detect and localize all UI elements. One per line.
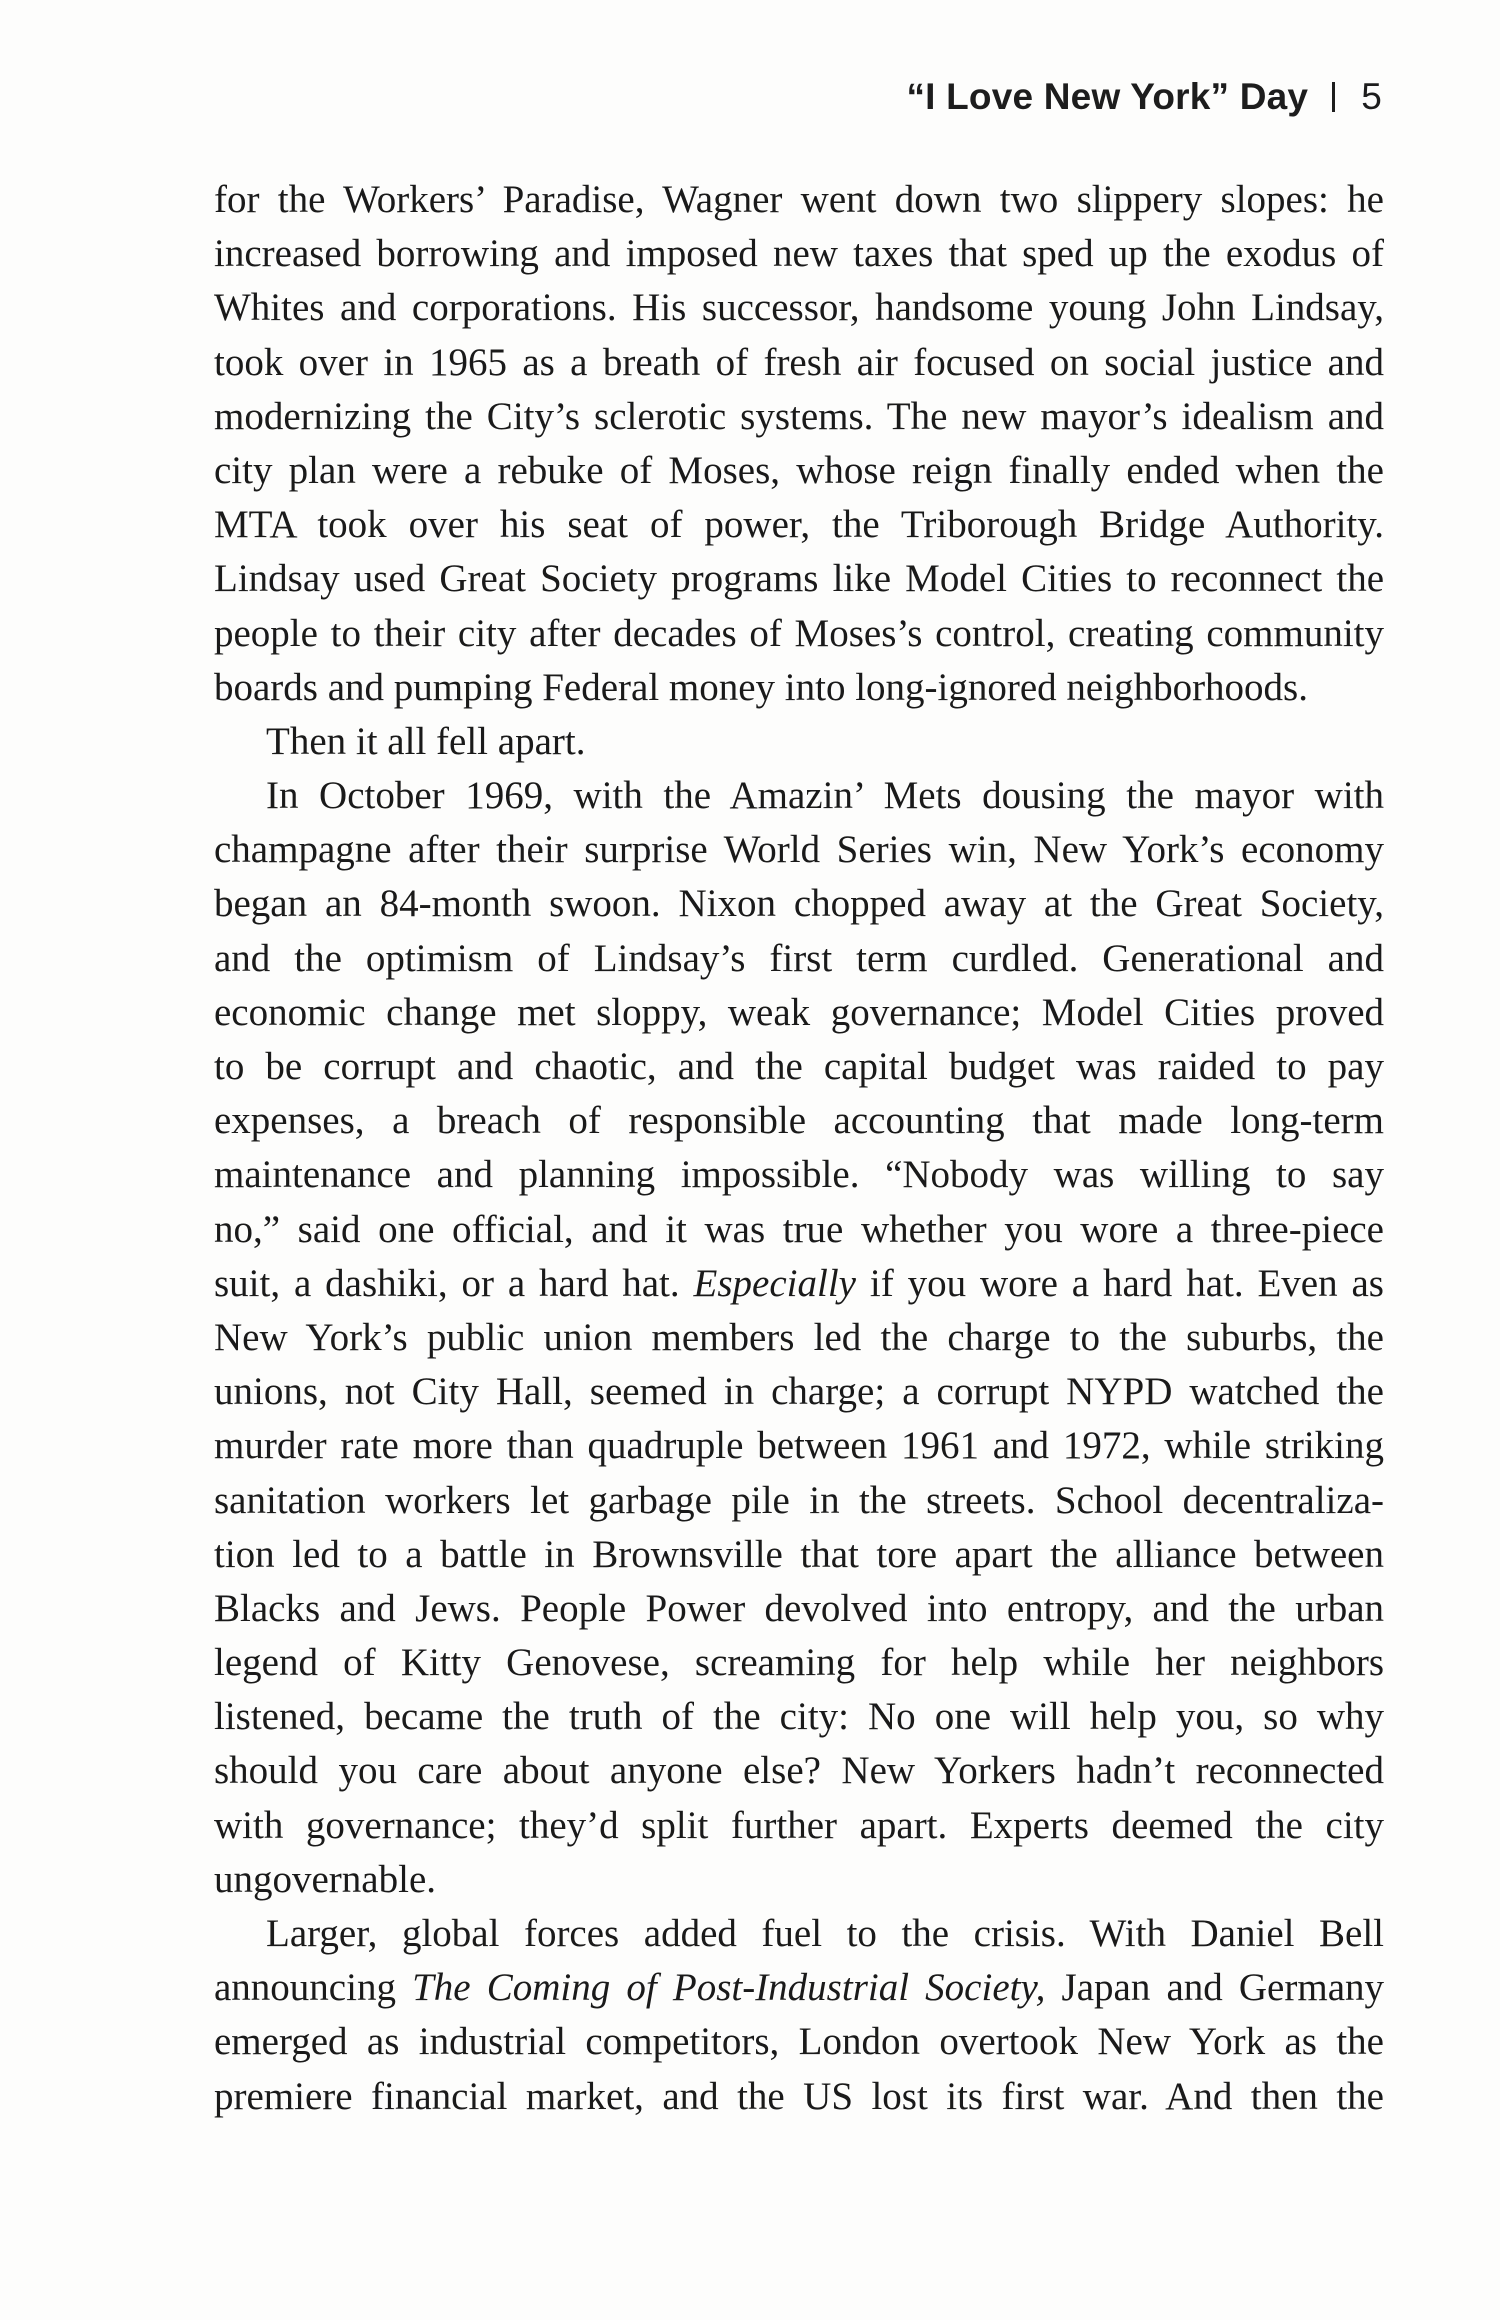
text-line-end: Japan and Germany xyxy=(1061,1966,1384,2010)
text-line: ungovernable. xyxy=(214,1857,437,1901)
text-line: MTA took over his seat of power, the Triborough Bridge Authority. xyxy=(214,503,1384,547)
running-header xyxy=(906,76,1382,118)
text-line-with-italic xyxy=(214,1257,1384,1311)
text-line-start: suit, a dashiki, or a hard hat. xyxy=(214,1261,680,1305)
text-line: legend of Kitty Genovese, screaming for help while her neighbors xyxy=(214,1641,1384,1685)
italic-book-title: The Coming of Post-Industrial Society, xyxy=(412,1966,1046,2010)
text-line: In October 1969, with the Amazin’ Mets dousing the mayor with xyxy=(266,774,1384,818)
text-line: and the optimism of Lindsay’s first term curdled. Generational and xyxy=(214,936,1384,980)
text-line: city plan were a rebuke of Moses, whose reign finally ended when the xyxy=(214,448,1384,492)
text-line: tion led to a battle in Brownsville that tore apart the alliance between xyxy=(214,1532,1384,1576)
text-line: premiere financial market, and the US lost its first war. And then the xyxy=(214,2074,1384,2118)
text-line: Then it all fell apart. xyxy=(266,719,586,763)
text-line: expenses, a breach of responsible accounting that made long-term xyxy=(214,1099,1384,1143)
text-line: emerged as industrial competitors, London overtook New York as the xyxy=(214,2020,1384,2064)
text-line: murder rate more than quadruple between 1961 and 1972, while striking xyxy=(214,1424,1384,1468)
text-line: for the Workers’ Paradise, Wagner went down two slippery slopes: he xyxy=(214,178,1384,221)
text-line: took over in 1965 as a breath of fresh air focused on social justice and xyxy=(214,340,1384,384)
text-line: listened, became the truth of the city: No one will help you, so why xyxy=(214,1695,1384,1739)
paragraph-1 xyxy=(214,173,1384,715)
text-line: people to their city after decades of Moses’s control, creating community xyxy=(214,611,1384,655)
text-line-start: announcing xyxy=(214,1966,396,2010)
text-line: no,” said one official, and it was true whether you wore a three-piece xyxy=(214,1207,1384,1251)
text-line: Blacks and Jews. People Power devolved into entropy, and the urban xyxy=(214,1586,1384,1630)
body-text xyxy=(214,173,1384,2124)
text-line: maintenance and planning impossible. “Nobody was willing to say xyxy=(214,1153,1384,1197)
text-line: boards and pumping Federal money into long-ignored neighborhoods. xyxy=(214,665,1308,709)
paragraph-3 xyxy=(214,769,1384,1907)
text-line: to be corrupt and chaotic, and the capital budget was raided to pay xyxy=(214,1045,1384,1088)
text-line: New York’s public union members led the charge to the suburbs, the xyxy=(214,1315,1384,1359)
italic-emphasis: Especially xyxy=(693,1261,856,1305)
text-line: increased borrowing and imposed new taxes that sped up the exodus of xyxy=(214,232,1384,276)
page-number: 5 xyxy=(1361,76,1382,117)
text-line: sanitation workers let garbage pile in the streets. School decentraliza- xyxy=(214,1478,1384,1522)
text-line: champagne after their surprise World Series win, New York’s economy xyxy=(214,828,1384,872)
text-line: began an 84-month swoon. Nixon chopped away at the Great Society, xyxy=(214,882,1384,926)
text-line: with governance; they’d split further apart. Experts deemed the city xyxy=(214,1803,1384,1847)
running-title: “I Love New York” Day xyxy=(906,76,1309,117)
paragraph-2 xyxy=(214,715,1384,769)
text-line: Whites and corporations. His successor, handsome young John Lindsay, xyxy=(214,286,1384,330)
text-line: modernizing the City’s sclerotic systems. The new mayor’s idealism and xyxy=(214,394,1384,438)
text-line: economic change met sloppy, weak governance; Model Cities proved xyxy=(214,990,1384,1034)
header-separator xyxy=(1332,82,1335,112)
text-line-end: if you wore a hard hat. Even as xyxy=(869,1261,1384,1305)
text-line-with-italic xyxy=(214,1961,1384,2015)
text-line: unions, not City Hall, seemed in charge; a corrupt NYPD watched the xyxy=(214,1370,1384,1414)
text-line: Lindsay used Great Society programs like Model Cities to reconnect the xyxy=(214,557,1384,601)
paragraph-4 xyxy=(214,1907,1384,2124)
text-line: Larger, global forces added fuel to the crisis. With Daniel Bell xyxy=(266,1912,1384,1955)
text-line: should you care about anyone else? New Yorkers hadn’t reconnected xyxy=(214,1749,1384,1793)
